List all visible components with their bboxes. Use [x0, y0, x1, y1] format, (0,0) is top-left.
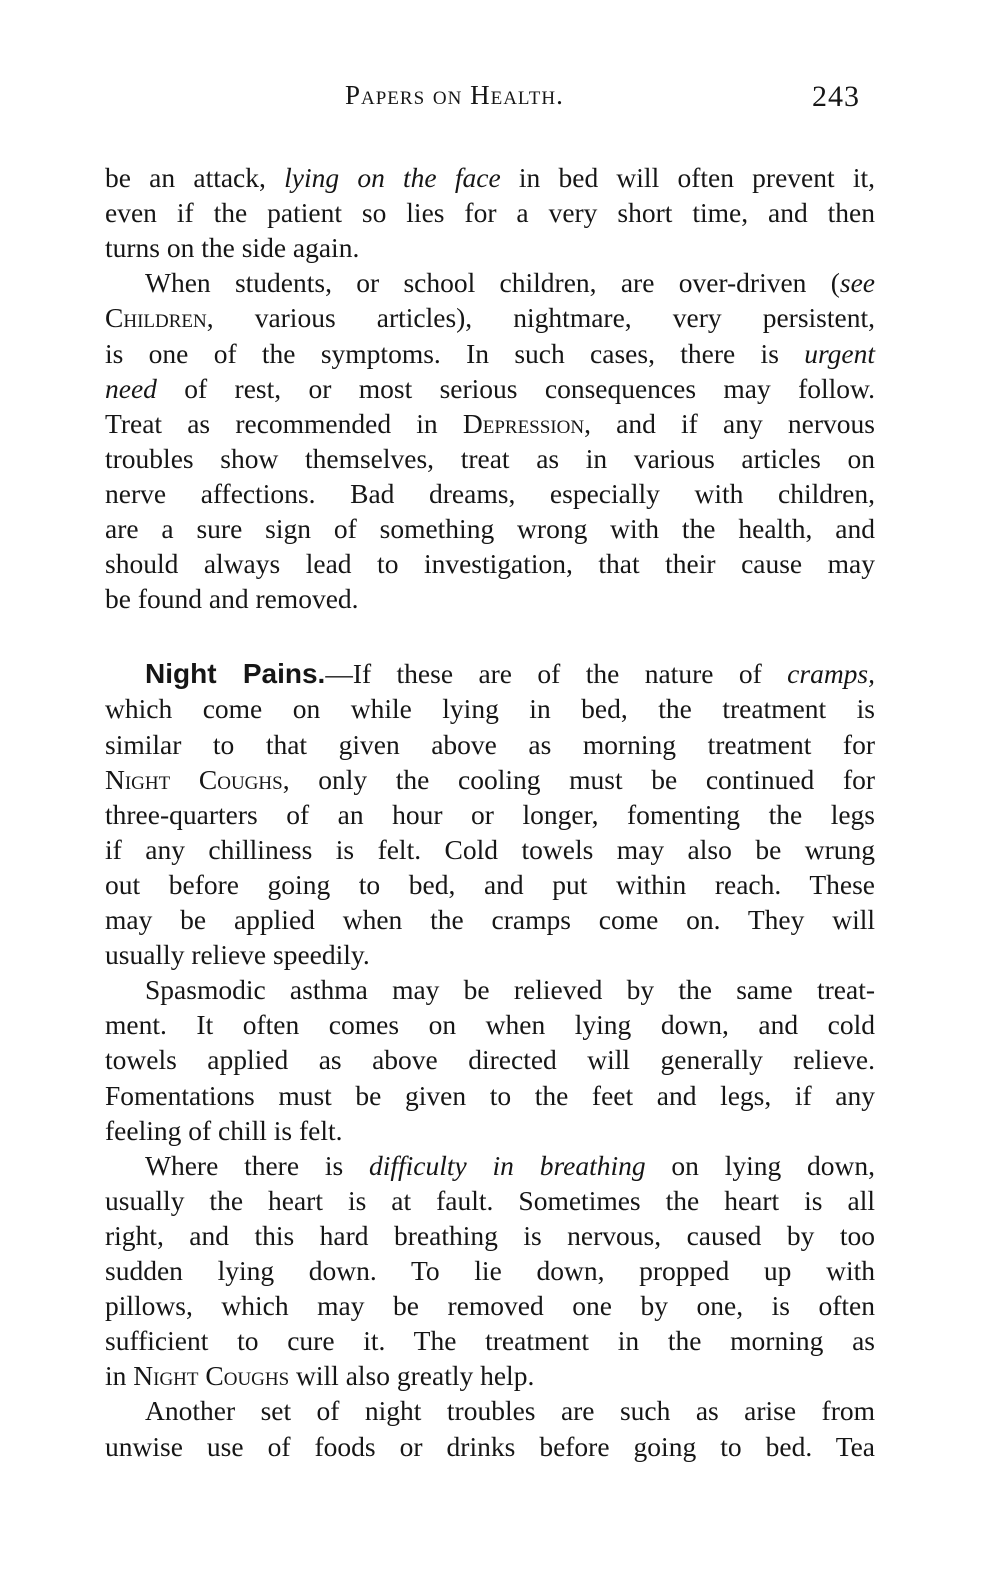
italic-text: need: [105, 372, 157, 404]
text-segment: sufficient to cure it. The treatment in the morning as: [105, 1325, 875, 1357]
text-line: [105, 441, 875, 476]
text-line: [105, 230, 875, 265]
text-segment: right, and this hard breathing is nervous, caused by too: [105, 1219, 875, 1251]
page-number: 243: [812, 80, 860, 113]
text-line: [105, 1113, 875, 1148]
text-line: [105, 691, 875, 726]
text-segment: turns on the side again.: [105, 232, 360, 264]
text-line: [105, 762, 875, 797]
text-segment: in: [105, 1360, 134, 1392]
text-segment: similar to that given above as morning treatment for: [105, 728, 875, 760]
cross-reference: Children: [105, 302, 207, 334]
text-segment: if any chilliness is felt. Cold towels may also be wrung: [105, 833, 875, 865]
text-segment: Another set of night troubles are such as arise from: [145, 1395, 875, 1427]
text-segment: troubles show themselves, treat as in various articles on: [105, 442, 875, 474]
italic-text: urgent: [804, 337, 875, 369]
text-segment: which come on while lying in bed, the treatment is: [105, 693, 875, 725]
text-segment: , various articles), nightmare, very persistent,: [206, 302, 875, 334]
text-segment: are a sure sign of something wrong with the health, and: [105, 513, 875, 544]
text-line: [105, 300, 875, 335]
text-line: [105, 727, 875, 762]
text-segment: —If these are of the nature of: [325, 658, 788, 690]
italic-text: see: [839, 267, 875, 299]
text-line: [105, 937, 875, 972]
text-segment: usually the heart is at fault. Sometimes the heart is all: [105, 1184, 875, 1216]
text-line: [105, 371, 875, 406]
text-line: [105, 160, 875, 195]
italic-text: lying on the face: [284, 162, 501, 193]
text-line: [105, 511, 875, 546]
text-line: [105, 1358, 875, 1393]
text-line: [105, 406, 875, 441]
text-line: [145, 265, 875, 300]
text-line: [105, 1042, 875, 1077]
section-heading: Night Pains.: [145, 658, 326, 690]
text-segment: Spasmodic asthma may be relieved by the same treat-: [145, 974, 875, 1006]
text-line: [105, 1429, 875, 1464]
italic-text: difficulty in breathing: [368, 1149, 646, 1181]
text-segment: even if the patient so lies for a very short time, and then: [105, 197, 875, 229]
text-segment: feeling of chill is felt.: [105, 1114, 343, 1146]
text-line: [105, 336, 875, 371]
cross-reference: Depression: [462, 407, 585, 439]
text-segment: sudden lying down. To lie down, propped up with: [105, 1255, 875, 1286]
text-line: [105, 581, 875, 616]
cross-reference: Night Coughs: [133, 1360, 290, 1392]
text-segment: usually relieve speedily.: [105, 939, 370, 971]
text-segment: be an attack,: [105, 162, 285, 193]
cross-reference: Night Coughs: [105, 763, 283, 795]
text-segment: Where there is: [145, 1149, 369, 1181]
text-segment: towels applied as above directed will generally relieve.: [105, 1044, 875, 1076]
text-line: [145, 972, 875, 1007]
text-segment: , and if any nervous: [584, 407, 875, 439]
text-line: [145, 656, 875, 691]
text-segment: on lying down,: [645, 1149, 876, 1181]
text-segment: out before going to bed, and put within reach. These: [105, 868, 875, 900]
text-line: [105, 1253, 875, 1288]
text-line: [105, 476, 875, 511]
text-line: [105, 1078, 875, 1113]
text-line: [105, 1007, 875, 1042]
text-segment: in bed will often prevent it,: [500, 162, 876, 193]
text-line: [105, 1183, 875, 1218]
text-segment: will also greatly help.: [289, 1360, 535, 1392]
text-line: [105, 902, 875, 937]
text-line: [105, 797, 875, 832]
text-line: [105, 546, 875, 581]
text-segment: Fomentations must be given to the feet and legs, if any: [105, 1079, 875, 1111]
text-segment: may be applied when the cramps come on. They will: [105, 904, 875, 935]
text-segment: is one of the symptoms. In such cases, there is: [105, 337, 805, 369]
text-segment: When students, or school children, are over-driven (: [145, 267, 840, 299]
text-segment: be found and removed.: [105, 583, 359, 615]
text-segment: nerve affections. Bad dreams, especially with children,: [105, 477, 875, 509]
text-line: [145, 1148, 875, 1183]
text-line: [105, 1218, 875, 1253]
text-segment: should always lead to investigation, that their cause may: [105, 548, 875, 580]
text-line: [105, 832, 875, 867]
text-segment: , only the cooling must be continued for: [282, 763, 876, 795]
text-line: [105, 1288, 875, 1323]
text-segment: three-quarters of an hour or longer, fomenting the legs: [105, 798, 875, 830]
text-segment: of rest, or most serious consequences may follow.: [156, 372, 875, 404]
text-segment: pillows, which may be removed one by one, is often: [105, 1290, 875, 1322]
text-segment: unwise use of foods or drinks before going to bed. Tea: [105, 1430, 875, 1462]
italic-text: cramps,: [787, 658, 876, 690]
text-segment: ment. It often comes on when lying down, and cold: [105, 1009, 875, 1041]
running-title: Papers on Health.: [345, 80, 564, 110]
text-line: [105, 195, 875, 230]
text-line: [105, 1323, 875, 1358]
text-line: [105, 867, 875, 902]
text-segment: Treat as recommended in: [105, 407, 463, 439]
text-line: [145, 1393, 875, 1428]
